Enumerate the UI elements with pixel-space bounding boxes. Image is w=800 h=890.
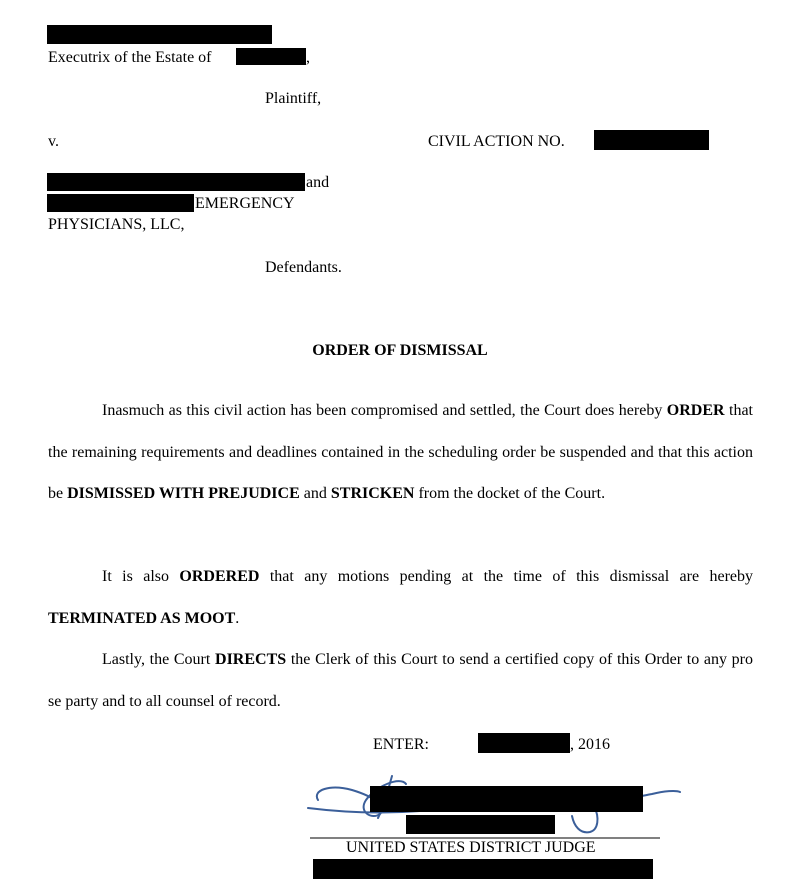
p1-order: ORDER [666, 402, 725, 419]
enter-label: ENTER: [373, 736, 429, 753]
redacted-decedent-name [236, 48, 306, 65]
redacted-plaintiff-name [47, 25, 272, 44]
redacted-defendant-one [47, 173, 305, 191]
order-title: ORDER OF DISMISSAL [312, 342, 488, 359]
p2-terminated: TERMINATED AS MOOT [48, 609, 236, 627]
paragraph-order [48, 390, 753, 515]
redacted-case-number [594, 130, 709, 150]
estate-comma: , [306, 49, 310, 66]
and-word: and [306, 174, 330, 191]
redacted-judge-name [406, 815, 555, 834]
estate-label: Executrix of the Estate of [48, 49, 212, 66]
estate-line [48, 48, 212, 68]
redacted-defendant-two [47, 194, 194, 212]
redacted-judge-signature [370, 786, 643, 812]
p2-text-a: It is also [102, 568, 180, 585]
p1-text-c: that the remaining requirements and deadlines contained in the scheduling order be suspended and that this action be [48, 402, 753, 502]
p1-stricken: STRICKEN [330, 485, 415, 502]
versus-label: v. [48, 133, 59, 150]
p3-directs: DIRECTS [215, 651, 287, 668]
p2-text-c: that any motions pending at the time of this dismissal are hereby [259, 568, 754, 585]
p1-dismissed: DISMISSED WITH PREJUDICE [67, 485, 300, 502]
p3-text-a: Lastly, the Court [102, 651, 216, 668]
paragraph-ordered [48, 556, 753, 639]
p2-text-e: . [235, 609, 240, 627]
p1-text-e: and [299, 485, 331, 502]
p3-text-c: the Clerk of this Court to send a certified copy of this Order to any pro se party and to all counsel of record. [48, 651, 754, 710]
plaintiff-label: Plaintiff, [265, 90, 322, 107]
enter-year: , 2016 [570, 736, 610, 753]
paragraph-directs [48, 639, 753, 722]
defendants-label: Defendants. [265, 259, 342, 276]
judge-title: UNITED STATES DISTRICT JUDGE [346, 839, 596, 856]
redacted-judge-district [313, 859, 653, 879]
p1-text-a: Inasmuch as this civil action has been compromised and settled, the Court does hereby [102, 402, 667, 419]
civil-action-label: CIVIL ACTION NO. [428, 133, 565, 150]
p2-ordered: ORDERED [179, 568, 260, 585]
emergency-word: EMERGENCY [195, 195, 295, 212]
redacted-enter-date [478, 733, 570, 753]
p1-text-g: from the docket of the Court. [414, 485, 606, 502]
physicians-line: PHYSICIANS, LLC, [48, 216, 185, 233]
